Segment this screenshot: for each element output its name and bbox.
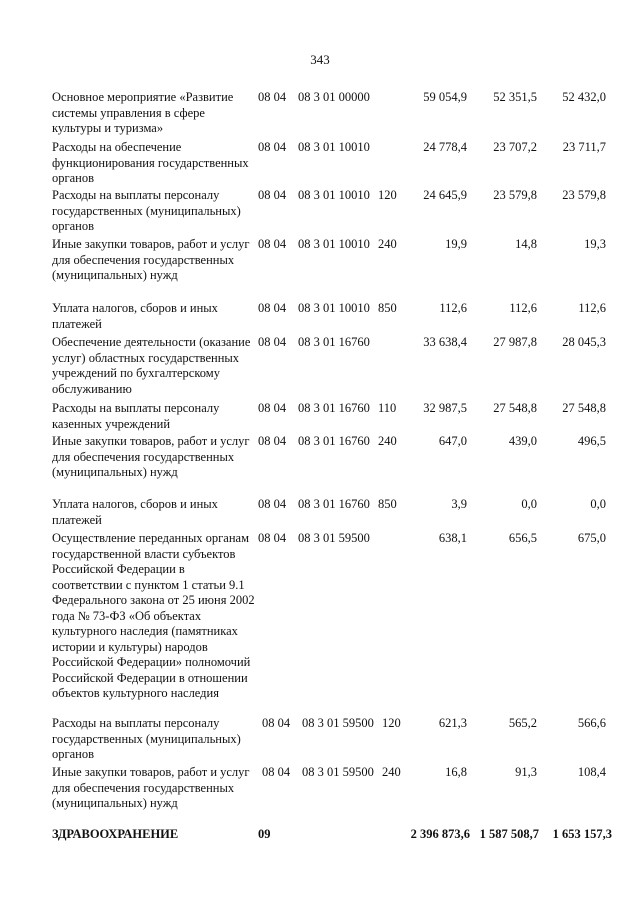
row-value-1: 19,9 xyxy=(445,237,467,251)
row-value-3: 112,6 xyxy=(578,301,606,315)
row-value-2: 112,6 xyxy=(509,301,537,315)
row-name: Расходы на выплаты персоналу государственных (муниципальных) органов xyxy=(52,188,241,233)
row-name: Иные закупки товаров, работ и услуг для обеспечения государственных (муниципальных) нужд xyxy=(52,765,250,810)
row-target: 08 3 01 10010 xyxy=(298,237,370,251)
total-value-1: 2 396 873,6 xyxy=(410,827,470,841)
row-section: 08 04 xyxy=(258,140,287,154)
row-value-2: 91,3 xyxy=(515,765,537,779)
row-value-3: 28 045,3 xyxy=(562,335,606,349)
row-expense-type: 120 xyxy=(382,716,401,730)
total-value-2: 1 587 508,7 xyxy=(479,827,539,841)
row-name: Осуществление переданных органам государственной власти субъектов Российской Федерации в соответствии с пунктом 1 статьи 9.1 Федерального закона от 25 июня 2002 года № 73-ФЗ «Об объектах культурного наследия (памятниках истории и культуры) народов Российской Федерации» полномочий Российской Федерации в отношении объектов культурного наследия xyxy=(52,531,255,700)
row-section: 08 04 xyxy=(258,497,287,511)
row-value-1: 16,8 xyxy=(445,765,467,779)
row-value-2: 27 548,8 xyxy=(493,401,537,415)
row-section: 08 04 xyxy=(258,531,287,545)
row-target: 08 3 01 00000 xyxy=(298,90,370,104)
row-value-2: 0,0 xyxy=(521,497,537,511)
row-section: 08 04 xyxy=(258,401,287,415)
row-value-3: 52 432,0 xyxy=(562,90,606,104)
row-expense-type: 240 xyxy=(378,237,397,251)
row-expense-type: 850 xyxy=(378,301,397,315)
row-value-3: 19,3 xyxy=(584,237,606,251)
row-name: Уплата налогов, сборов и иных платежей xyxy=(52,301,218,331)
row-section: 08 04 xyxy=(258,301,287,315)
row-expense-type: 240 xyxy=(382,765,401,779)
row-target: 08 3 01 16760 xyxy=(298,335,370,349)
row-name: Расходы на выплаты персоналу казенных учреждений xyxy=(52,401,220,431)
total-value-3: 1 653 157,3 xyxy=(552,827,612,841)
row-section: 08 04 xyxy=(258,188,287,202)
row-target: 08 3 01 59500 xyxy=(302,716,374,730)
row-section: 08 04 xyxy=(262,765,291,779)
row-value-1: 59 054,9 xyxy=(423,90,467,104)
row-value-2: 439,0 xyxy=(508,434,537,448)
row-value-2: 27 987,8 xyxy=(493,335,537,349)
row-target: 08 3 01 16760 xyxy=(298,497,370,511)
row-value-3: 23 711,7 xyxy=(562,140,606,154)
row-name: Расходы на обеспечение функционирования государственных органов xyxy=(52,140,249,185)
row-value-3: 23 579,8 xyxy=(562,188,606,202)
row-section: 08 04 xyxy=(258,335,287,349)
row-value-3: 0,0 xyxy=(590,497,606,511)
row-value-1: 647,0 xyxy=(438,434,467,448)
row-name: Иные закупки товаров, работ и услуг для обеспечения государственных (муниципальных) нужд xyxy=(52,237,250,282)
row-value-1: 638,1 xyxy=(438,531,467,545)
row-value-3: 496,5 xyxy=(577,434,606,448)
row-target: 08 3 01 16760 xyxy=(298,434,370,448)
row-target: 08 3 01 59500 xyxy=(298,531,370,545)
row-value-2: 52 351,5 xyxy=(493,90,537,104)
row-section: 08 04 xyxy=(258,90,287,104)
row-value-1: 112,6 xyxy=(439,301,467,315)
row-value-2: 23 579,8 xyxy=(493,188,537,202)
row-value-1: 24 778,4 xyxy=(423,140,467,154)
row-value-2: 23 707,2 xyxy=(493,140,537,154)
row-name: Иные закупки товаров, работ и услуг для обеспечения государственных (муниципальных) нужд xyxy=(52,434,250,479)
row-value-2: 14,8 xyxy=(515,237,537,251)
row-expense-type: 240 xyxy=(378,434,397,448)
total-section: 09 xyxy=(258,827,271,841)
row-target: 08 3 01 10010 xyxy=(298,188,370,202)
row-value-3: 108,4 xyxy=(577,765,606,779)
row-value-1: 32 987,5 xyxy=(423,401,467,415)
row-name: Основное мероприятие «Развитие системы управления в сфере культуры и туризма» xyxy=(52,90,234,135)
row-value-1: 3,9 xyxy=(451,497,467,511)
row-section: 08 04 xyxy=(258,434,287,448)
row-name: Расходы на выплаты персоналу государственных (муниципальных) органов xyxy=(52,716,241,761)
row-value-2: 565,2 xyxy=(508,716,537,730)
row-value-1: 24 645,9 xyxy=(423,188,467,202)
row-section: 08 04 xyxy=(262,716,291,730)
row-section: 08 04 xyxy=(258,237,287,251)
row-expense-type: 110 xyxy=(378,401,397,415)
page-number: 343 xyxy=(310,52,330,67)
row-expense-type: 120 xyxy=(378,188,397,202)
total-name: ЗДРАВООХРАНЕНИЕ xyxy=(52,827,179,841)
row-value-1: 33 638,4 xyxy=(423,335,467,349)
row-target: 08 3 01 59500 xyxy=(302,765,374,779)
row-value-3: 566,6 xyxy=(577,716,606,730)
row-value-1: 621,3 xyxy=(438,716,467,730)
row-expense-type: 850 xyxy=(378,497,397,511)
row-name: Обеспечение деятельности (оказание услуг) областных государственных учреждений по бухгалтерскому обслуживанию xyxy=(52,335,251,396)
row-value-2: 656,5 xyxy=(508,531,537,545)
row-name: Уплата налогов, сборов и иных платежей xyxy=(52,497,218,527)
row-value-3: 675,0 xyxy=(577,531,606,545)
row-target: 08 3 01 10010 xyxy=(298,301,370,315)
row-target: 08 3 01 16760 xyxy=(298,401,370,415)
row-target: 08 3 01 10010 xyxy=(298,140,370,154)
row-value-3: 27 548,8 xyxy=(562,401,606,415)
